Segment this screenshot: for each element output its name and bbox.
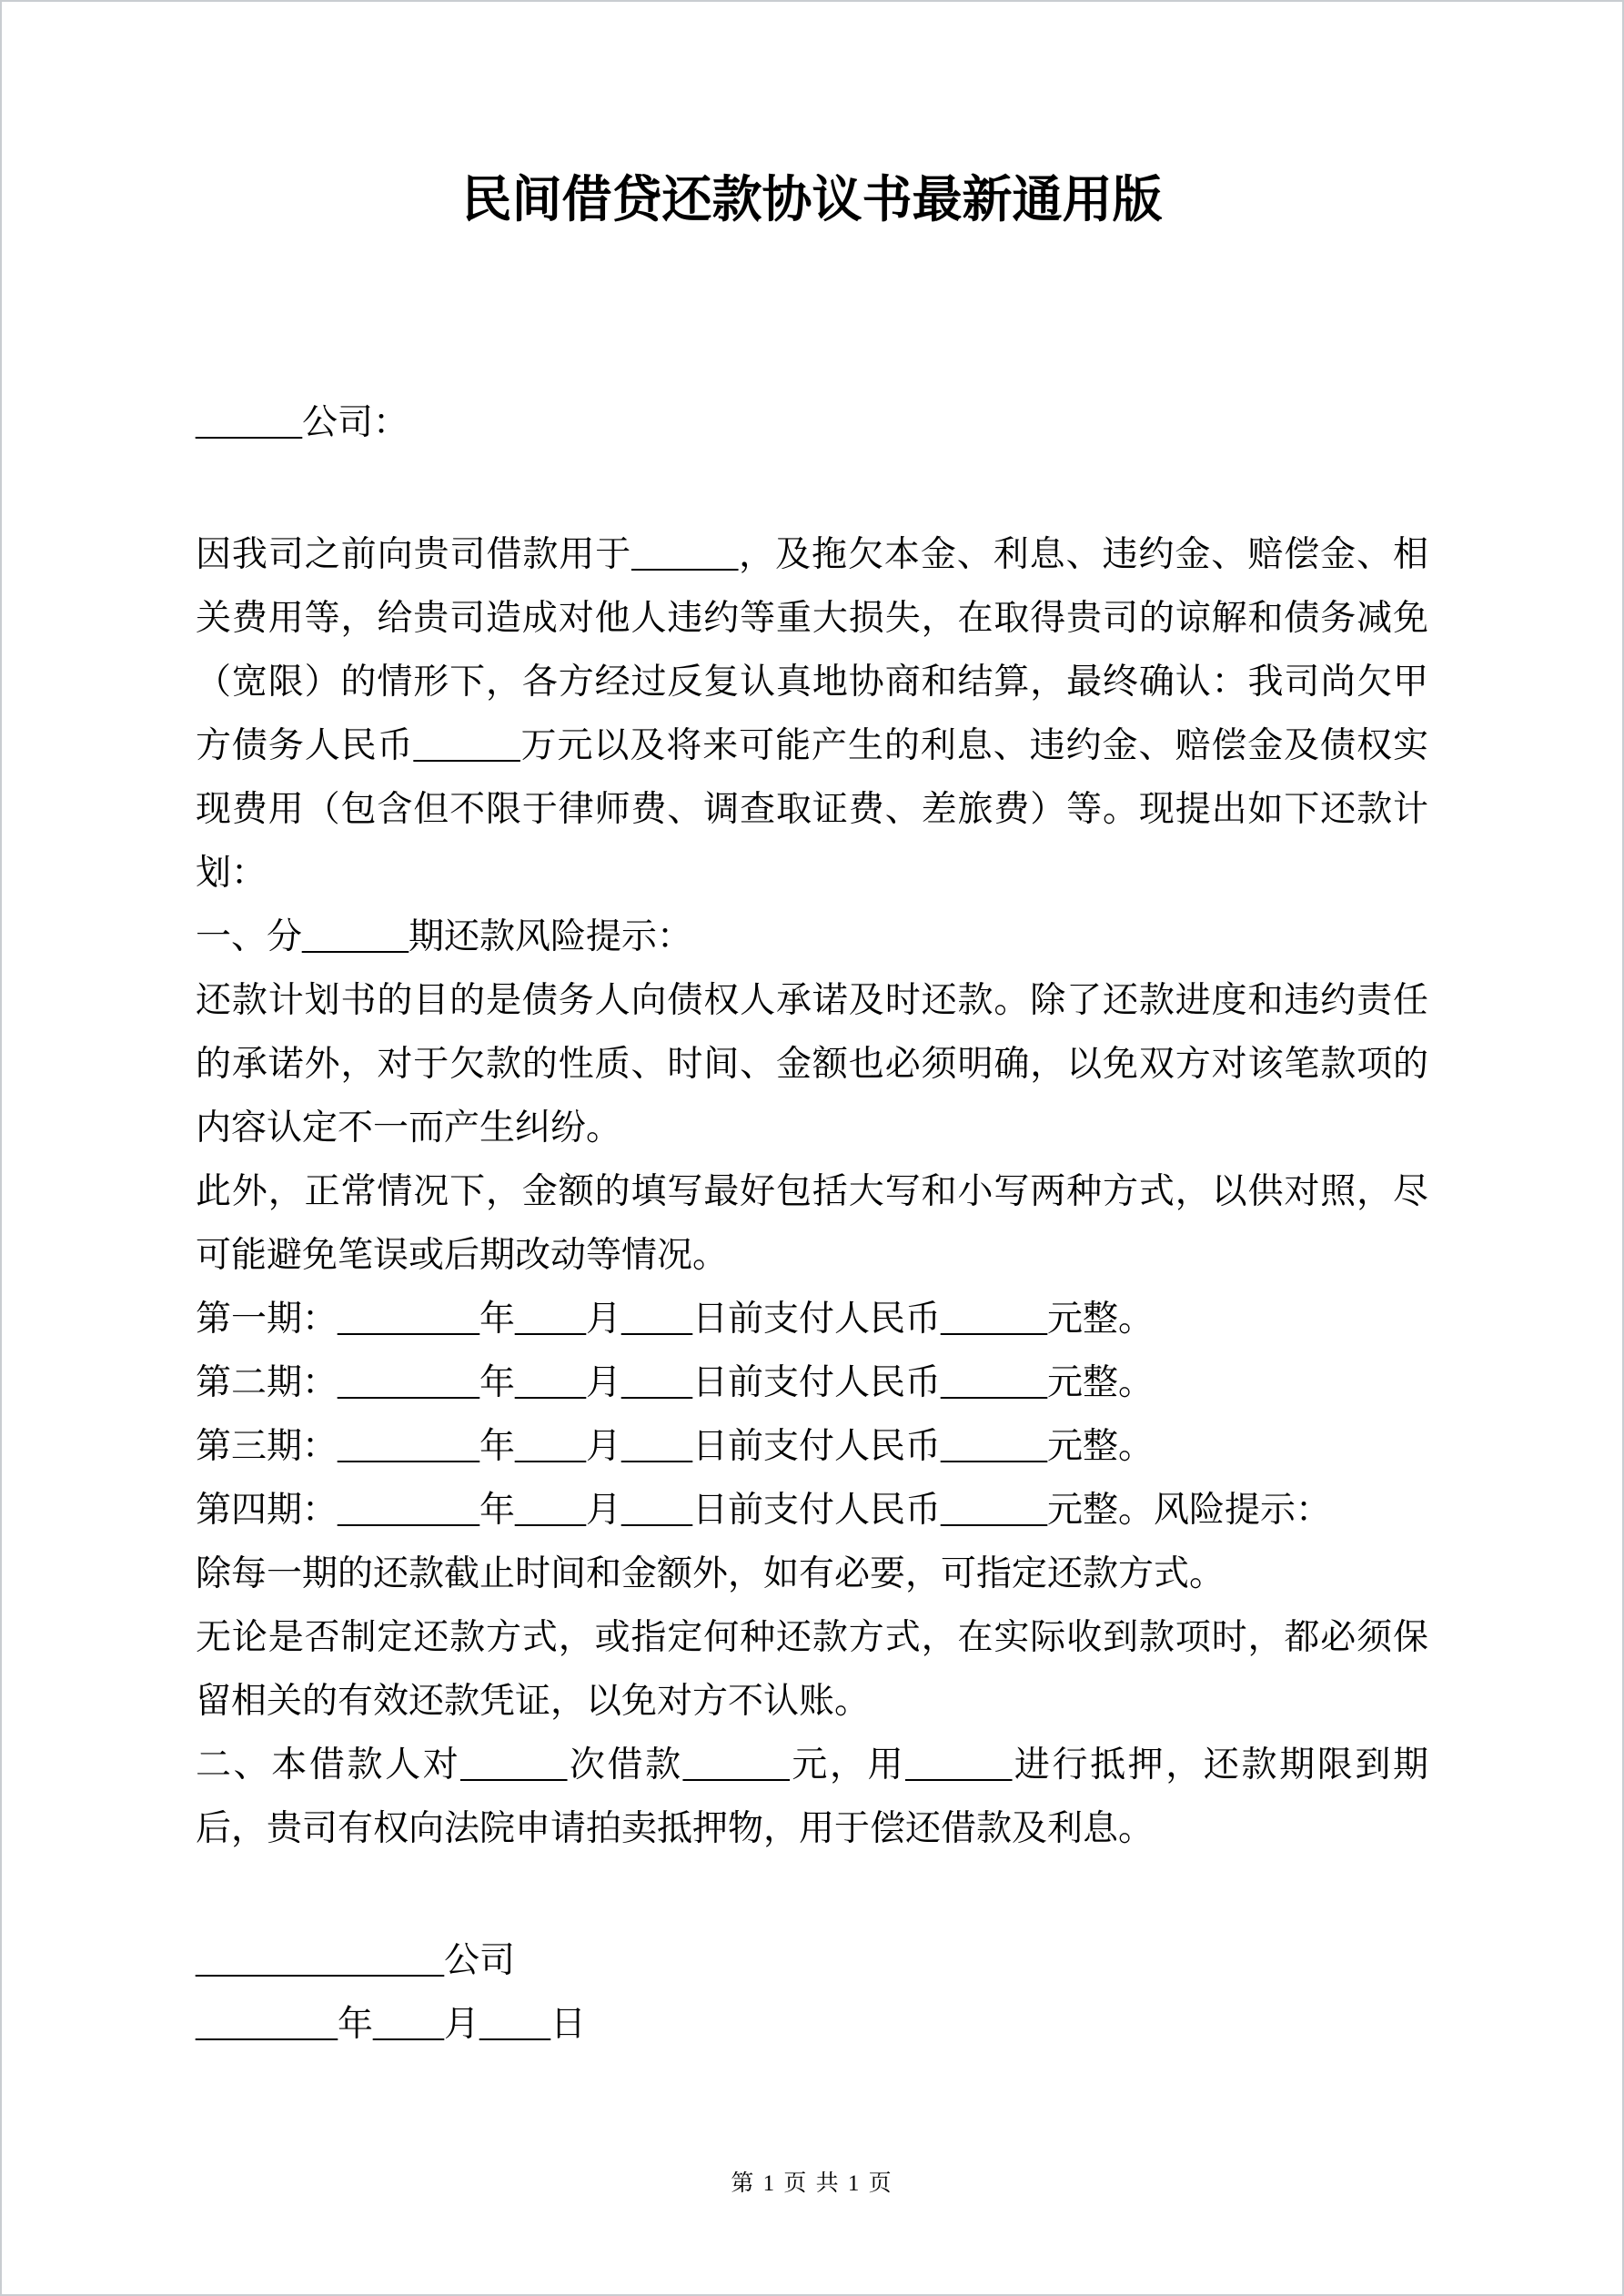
salutation-line: ______公司： xyxy=(196,403,409,442)
signature-date-line: ________年____月____日 xyxy=(196,2005,587,2044)
deadline-note-paragraph: 除每一期的还款截止时间和金额外，如有必要，可指定还款方式。 xyxy=(196,1554,1226,1593)
signature-block xyxy=(196,1929,1428,2057)
section-2-paragraph: 二、本借款人对______次借款______元，用______进行抵押，还款期限到期后，贵司有权向法院申请拍卖抵押物，用于偿还借款及利息。 xyxy=(196,1745,1428,1848)
installment-1-line: 第一期：________年____月____日前支付人民币______元整。 xyxy=(196,1300,1155,1339)
installment-4-line: 第四期：________年____月____日前支付人民币______元整。风险提示： xyxy=(196,1491,1332,1530)
page-number-footer: 第 1 页 共 1 页 xyxy=(731,2171,893,2196)
intro-paragraph: 因我司之前向贵司借款用于______，及拖欠本金、利息、违约金、赔偿金、相关费用等，给贵司造成对他人违约等重大损失，在取得贵司的谅解和债务减免（宽限）的情形下，各方经过反复认真地协商和结算，最终确认：我司尚欠甲方债务人民币______万元以及将来可能产生的利息、违约金、赔偿金及债权实现费用（包含但不限于律师费、调查取证费、差旅费）等。现提出如下还款计划： xyxy=(196,535,1428,893)
document-title: 民间借贷还款协议书最新通用版 xyxy=(461,172,1163,228)
installment-2-line: 第二期：________年____月____日前支付人民币______元整。 xyxy=(196,1363,1155,1402)
document-body xyxy=(196,523,1428,1861)
signature-company-line: ______________公司 xyxy=(196,1941,516,1980)
amount-note-paragraph: 此外，正常情况下，金额的填写最好包括大写和小写两种方式，以供对照，尽可能避免笔误或后期改动等情况。 xyxy=(196,1172,1428,1275)
purpose-note-paragraph: 还款计划书的目的是债务人向债权人承诺及时还款。除了还款进度和违约责任的承诺外，对于欠款的性质、时间、金额也必须明确，以免双方对该笔款项的内容认定不一而产生纠纷。 xyxy=(196,981,1428,1148)
installment-3-line: 第三期：________年____月____日前支付人民币______元整。 xyxy=(196,1427,1155,1466)
section-1-heading: 一、分______期还款风险提示： xyxy=(196,917,693,956)
evidence-note-paragraph: 无论是否制定还款方式，或指定何种还款方式，在实际收到款项时，都必须保留相关的有效还款凭证，以免对方不认账。 xyxy=(196,1618,1428,1721)
